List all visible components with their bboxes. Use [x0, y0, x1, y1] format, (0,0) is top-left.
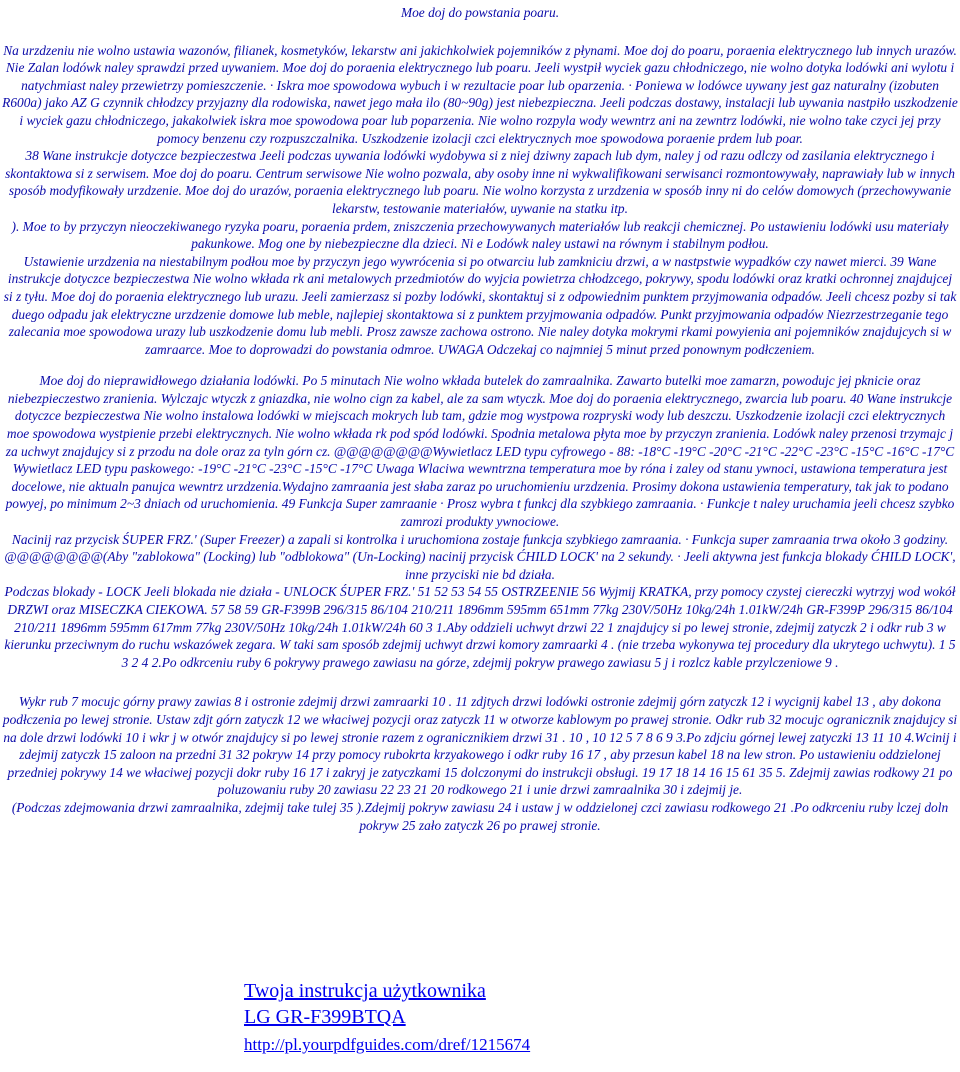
paragraph-safety-40: Moe doj do nieprawidłowego działania lodówki. Po 5 minutach Nie wolno wkłada butelek do zamraalnika. Zawarto butelki moe zamarzn, powodujc jej pknicie oraz niebezpieczestwo zranienia. Wylczajc wtyczk z gniazdka, nie wolno cign za kabel, ale za sam wtyczk. Moe doj do poraenia elektrycznego, zwarcia lub poaru. 40 Wane instrukcje dotyczce bezpieczestwa Nie wolno instalowa lodówki w miejscach mokrych lub tam, gdzie mog wystpowa rozpryski wody lub deszczu. Uszkodzenie izolacji czci elektrycznych moe spowodowa wystpienie przebi elektrycznych. Nie wolno wkłada rk pod spód lodówki. Spodnia metalowa płyta moe by przyczyn zranienia. Lodówk naley przenosi trzymajc j za uchwyt znajdujcy si z przodu na dole oraz za tyln górn cz. @@@@@@@@Wywietlacz LED typu cyfrowego - 88: -18°C -19°C -20°C -21°C -22°C -23°C -15°C -16°C -17°C Wywietlacz LED typu paskowego: -19°C -21°C -23°C -15°C -17°C Uwaga Wlaciwa wewntrzna temperatura moe by róna i zaley od stanu ywnoci, ustawiona temperatura jest docelowe, nie aktualn panujca wewntrz urzdzenia.Wydajno zamraania jest słaba zaraz po uruchomieniu urzdzenia. Prosimy dokona ustawienia temperatury, tak jak to podano powyej, po minimum 2~3 dniach od uruchomienia. 49 Funkcja Super zamraanie · Prosz wybra t funkcj dla szybkiego zamraania. · Funkcje t naley uruchamia jeeli chcesz szybko zamrozi produkty ywnociowe. — [5, 373, 955, 530]
manual-title-link[interactable]: Twoja instrukcja użytkownika — [244, 980, 486, 1002]
spacer — [0, 358, 960, 372]
paragraph-hinge-cover: (Podczas zdejmowania drzwi zamraalnika, zdejmij take tulej 35 ).Zdejmij pokryw zawiasu 24 i ustaw j w oddzielonej czci zawiasu rodkowego 21 .Po odkrceniu ruby lczej doln pokryw 25 zało zatyczk 26 po prawej stronie. — [11, 799, 949, 833]
paragraph-super-freezer: Nacinij raz przycisk ŚUPER FRZ.' (Super Freezer) a zapali si kontrolka i uruchomiona zostaje funkcja szybkiego zamraania. · Funkcja super zamraania trwa około 3 godziny. @@@@@@@@(Aby "zablokowa" (Locking) lub "odblokowa" (Un-Locking) nacinij przycisk ĆHILD LOCK' na 2 sekundy. · Jeeli aktywna jest funkcja blokady ĆHILD LOCK', inne przyciski nie bd działa. — [4, 531, 956, 582]
spacer — [0, 22, 960, 42]
paragraph-lock-specs: Podczas blokady - LOCK Jeeli blokada nie działa - UNLOCK ŚUPER FRZ.' 51 52 53 54 55 OSTRZEENIE 56 Wyjmij KRATKA, przy pomocy czystej ciereczki wytrzyj wod wokół DRZWI oraz MISECZKA CIEKOWA. 57 58 59 GR-F399B 296/315 86/104 210/211 1896mm 595mm 651mm 77kg 230V/50Hz 10kg/24h 1.01kW/24h GR-F399P 296/315 86/104 210/211 1896mm 595mm 617mm 77kg 230V/50Hz 10kg/24h 1.01kW/24h 60 3 1.Aby oddzieli uchwyt drzwi 22 1 znajdujcy si po lewej stronie, zdejmij zatyczk 2 i odkr rub 3 w kierunku przeciwnym do ruchu wskazówek zegara. W taki sam sposób zdejmij uchwyt drzwi komory zamraarki 4 . (nie trzeba wykonywa tej procedury dla ukrytego uchwytu). 1 5 3 2 4 2.Po odkrceniu ruby 6 pokrywy prawego zawiasu na górze, zdejmij pokryw prawego zawiasu 5 j i rozlcz kable przylczeniowe 9 . — [4, 584, 956, 670]
spacer — [0, 671, 960, 693]
paragraph-fire-warning: Moe doj do powstania poaru. — [400, 5, 560, 20]
paragraph-safety-39: Ustawienie urzdzenia na niestabilnym podłou moe by przyczyn jego wywrócenia si po otwarciu lub zamkniciu drzwi, a w nastpstwie wypadków czy nawet mierci. 39 Wane instrukcje dotyczce bezpieczestwa Nie wolno wkłada rk ani metalowych przedmiotów do wyjcia powietrza chłodzcego, pokrywy, spodu lodówki oraz kratki ochronnej znajdujcej si z tyłu. Moe doj do poraenia elektrycznego lub urazu. Jeeli zamierzasz si pozby lodówki, skontaktuj si z odpowiednim punktem przyjmowania odpadów. Jeeli chcesz pozby si tak duego odpadu jak elektryczne urzdzenie domowe lub meble, najlepiej skontaktowa si z punktem przyjmowania odpadów. Punkt przyjmowania odpadów Niezrzestrzeganie tego zalecania moe spowodowa urazy lub uszkodzenie domu lub mebli. Prosz zawsze zachowa ostrono. Nie naley dotyka mokrymi rkami powyienia ani pojemników znajdujcych si w zamraarce. Moe to doprowadzi do powstania odmroe. UWAGA Odczekaj co najmniej 5 minut przed ponownym podłczeniem. — [3, 253, 957, 357]
model-name-link[interactable]: LG GR-F399BTQA — [244, 1006, 406, 1028]
paragraph-safety-38: 38 Wane instrukcje dotyczce bezpieczestwa Jeeli podczas uywania lodówki wydobywa si z niej dziwny zapach lub dym, naley j od razu odlczy od zasilania elektrycznego i skontaktowa si z serwisem. Moe doj do poaru. Centrum serwisowe Nie wolno pozwala, aby osoby inne ni wykwalifikowani serwisanci rozmontowywały, naprawiały lub w innych sposób modyfikowały urzdzenie. Moe doj do urazów, poraenia elektrycznego lub poaru. Nie wolno korzysta z urzdzenia w sposób inny ni do celów domowych (przechowywanie lekarstw, testowanie materiałów, uywanie na statku itp. — [5, 148, 955, 216]
footer-links — [244, 978, 530, 1057]
paragraph-door-reversal: Wykr rub 7 mocujc górny prawy zawias 8 i ostronie zdejmij drzwi zamraarki 10 . 11 zdjtych drzwi lodówki ostronie zdejmij górn zatyczk 12 i wycignij kabel 13 , aby dokona podłczenia po lewej stronie. Ustaw zdjt górn zatyczk 12 we właciwej pozycji oraz zatyczk 11 w otworze kablowym po prawej stronie. Odkr rub 32 mocujc ogranicznik znajdujcy si na dole drzwi lodówki 10 i wkr j w otwór znajdujcy si po lewej stronie razem z ogranicznikiem drzwi 31 . 10 , 10 12 5 7 8 6 9 3.Po zdjciu górnej lewej zatyczki 13 11 10 4.Wcinij i zdejmij zatyczk 15 zaloon na przedni 31 32 pokryw 14 przy pomocy rubokrta krzyakowego i odkr ruby 16 17 , aby przesun kabel 18 na lew stron. Po ustawieniu oddzielonej przedniej pokrywy 14 we właciwej pozycji dokr ruby 16 17 i zakryj je zatyczkami 15 dolczonymi do instrukcji obsługi. 19 17 18 14 16 15 61 35 5. Zdejmij zawias rodkowy 21 po poluzowaniu ruby 20 zawiasu 22 23 21 20 rodkowego 21 i unie drzwi zamraalnika 30 i zdejmij je. — [2, 694, 958, 798]
paragraph-unpacking: ). Moe to by przyczyn nieoczekiwanego ryzyka poaru, poraenia prdem, zniszczenia przechowywanych materiałów lub reakcji chemicznej. Po ustawieniu lodówki usu materiały pakunkowe. Mog one by niebezpieczne dla dzieci. Ni e Lodówk naley ustawi na równym i stabilnym podłou. — [11, 218, 949, 252]
source-url-link[interactable]: http://pl.yourpdfguides.com/dref/1215674 — [244, 1035, 531, 1054]
paragraph-safety-intro: Na urzdzeniu nie wolno ustawia wazonów, filianek, kosmetyków, lekarstw ani jakichkolwiek pojemników z płynami. Moe doj do poaru, poraenia elektrycznego lub innych urazów. Nie Zalan lodówk naley sprawdzi przed uywaniem. Moe doj do poraenia elektrycznego lub poaru. Jeeli wystpił wyciek gazu chłodniczego, nie wolno dotyka lodówki ani wylotu i natychmiast naley przewietrzy pomieszczenie. · Iskra moe spowodowa wybuch i w rezultacie poar lub oparzenia. · Poniewa w lodówce uywany jest gaz naturalny (izobuten R600a) jako AZ G czynnik chłodzcy przyjazny dla rodowiska, nawet jego mała ilo (80~90g) jest niebezpieczna. Jeeli podczas dostawy, instalacji lub uywania nastpiło uszkodzenie i wyciek gazu chłodniczego, jakakolwiek iskra moe spowodowa poar lub poparzenia. Nie wolno rozpyla wody wewntrz ani na zewntrz lodówki, nie wolno take czyci jej przy pomocy benzenu czy rozpuszczalnika. Uszkodzenie izolacji czci elektrycznych moe spowodowa poraenie prdem lub poar. — [2, 42, 958, 146]
